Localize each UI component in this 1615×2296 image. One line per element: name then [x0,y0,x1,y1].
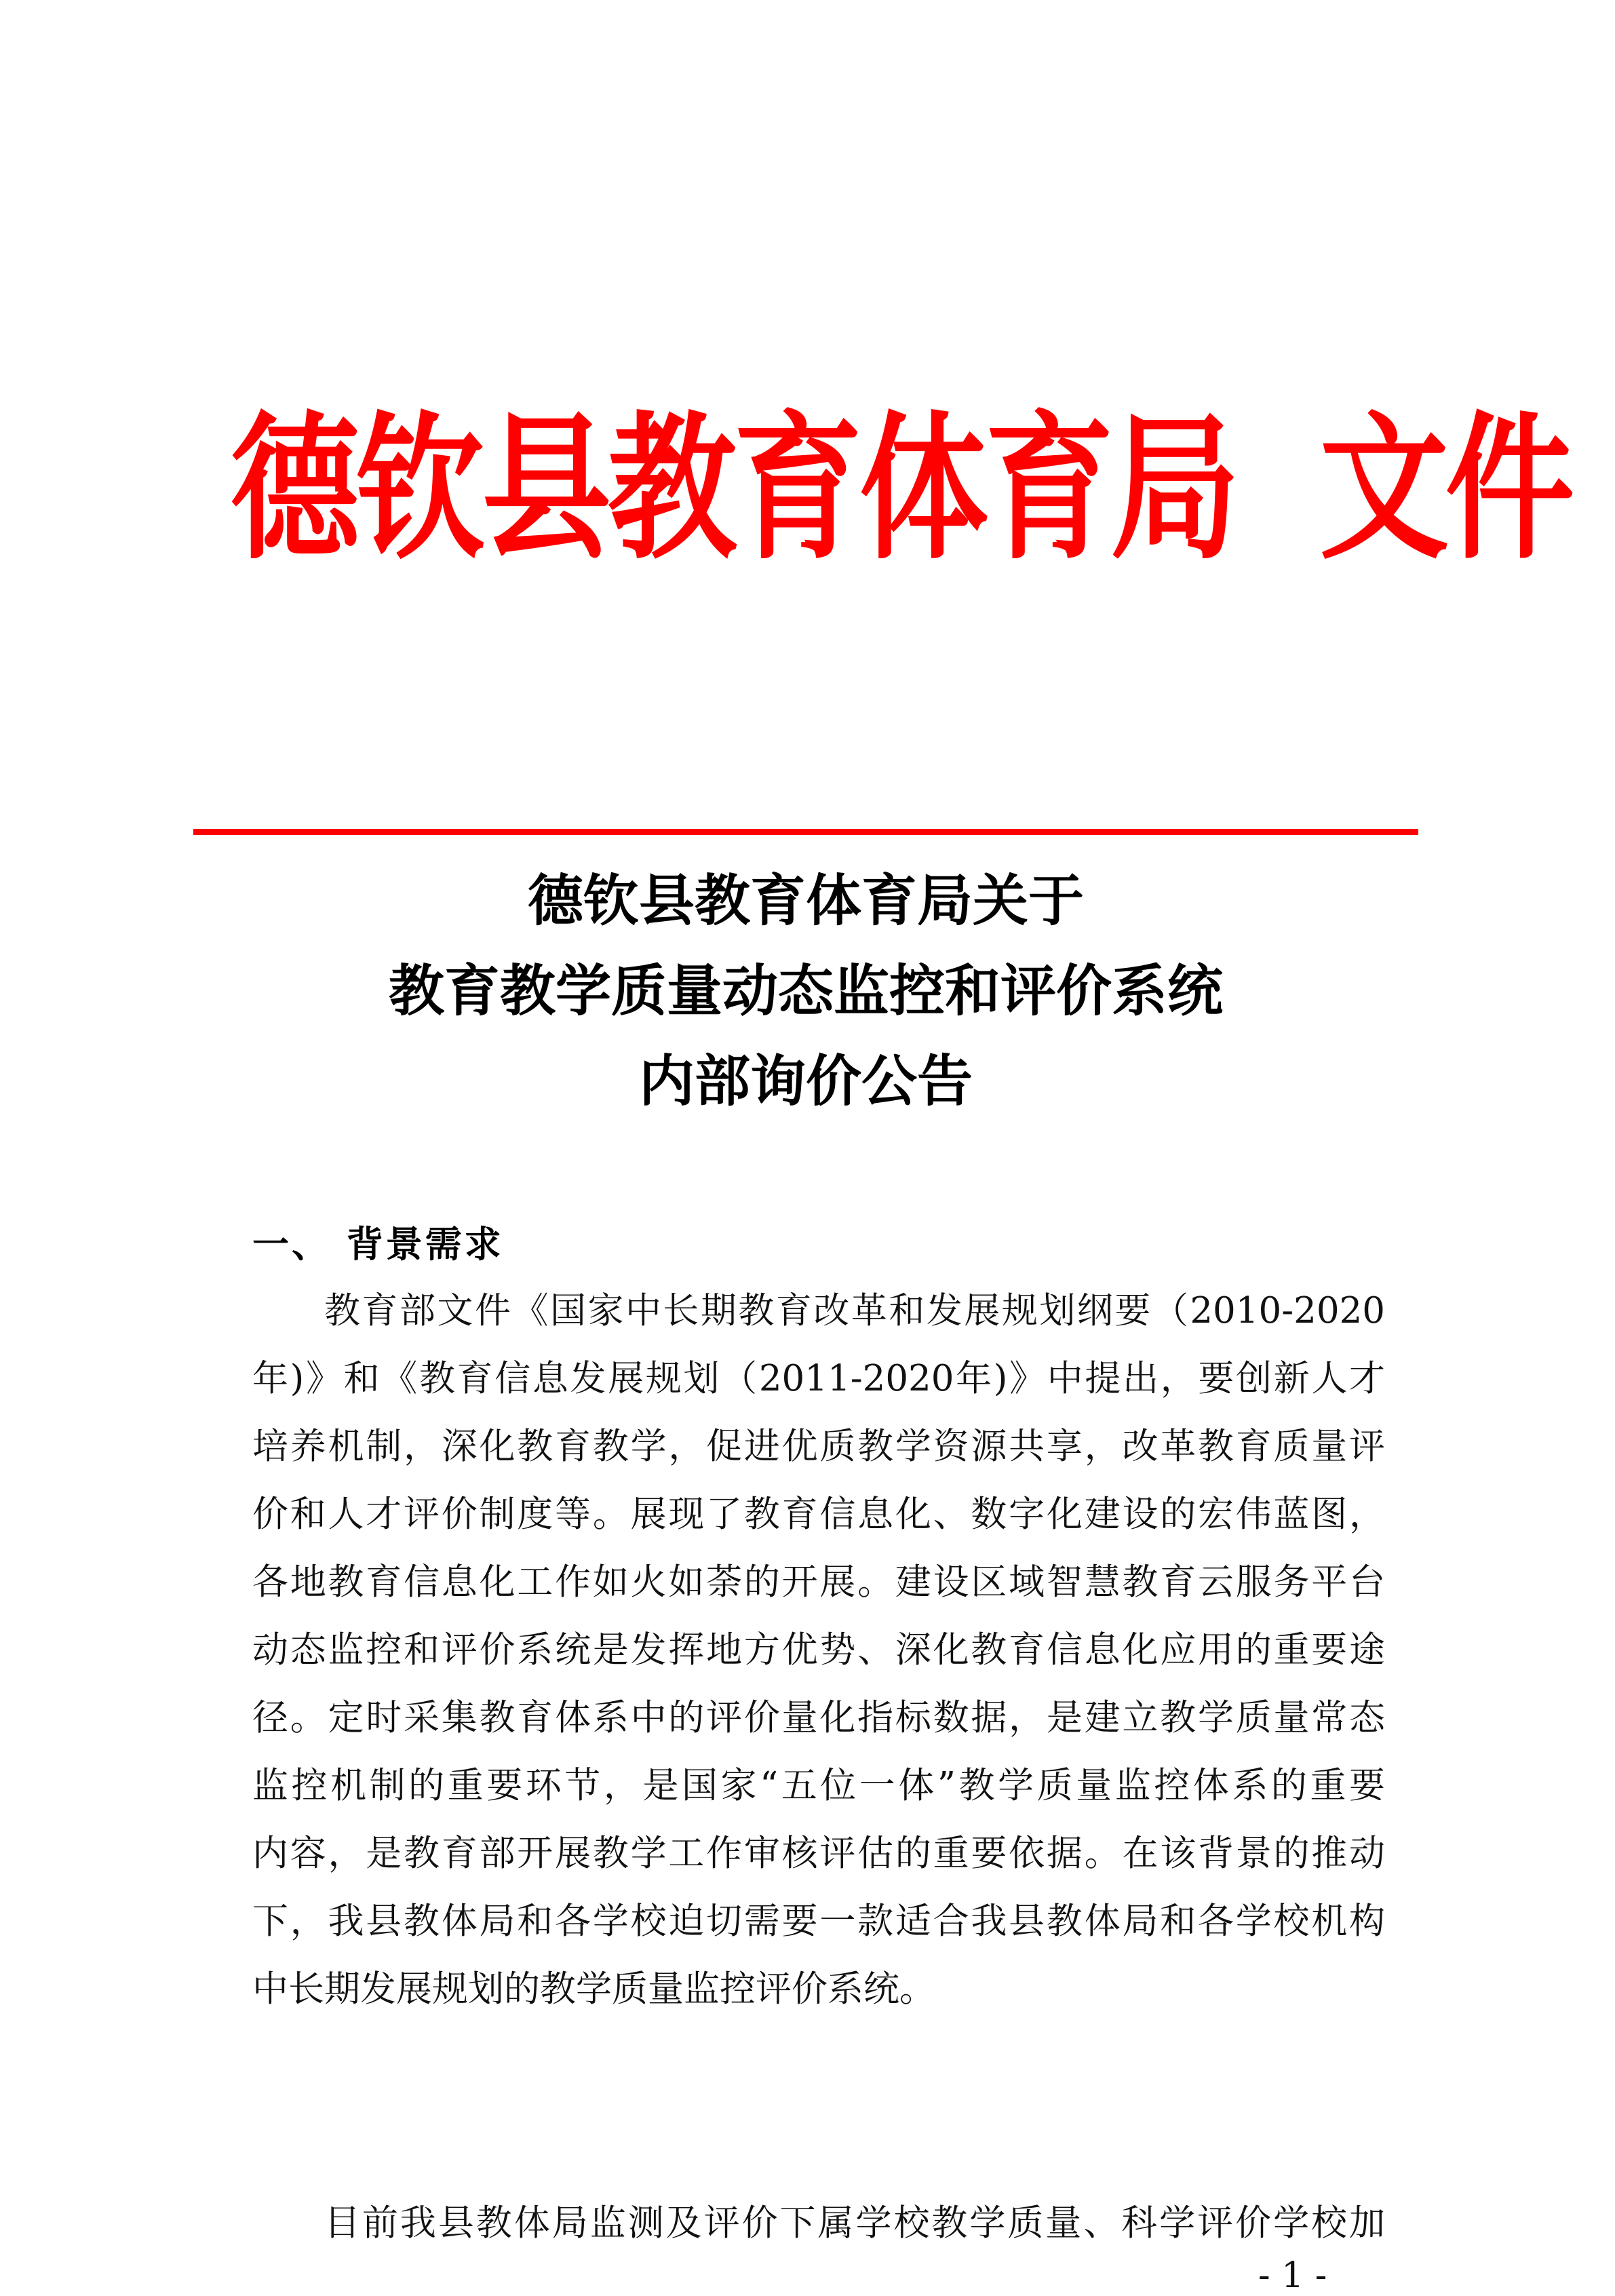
paragraph-line: 下，我县教体局和各学校迫切需要一款适合我县教体局和各学校机构 [252,1901,1385,1942]
paragraph-line: 中长期发展规划的教学质量监控评价系统。 [252,1968,935,2010]
title-line: 内部询价公告 [638,1049,973,1114]
masthead-org: 德钦县教育体育局 [231,395,1237,581]
body-paragraph [252,2190,1385,2257]
title-line: 德钦县教育体育局关于 [527,868,1084,933]
masthead-doc-type: 文件 [1319,395,1572,581]
paragraph-line: 动态监控和评价系统是发挥地方优势、深化教育信息化应用的重要途 [252,1629,1385,1671]
paragraph-line: 各地教育信息化工作如火如荼的开展。建设区域智慧教育云服务平台 [252,1561,1385,1603]
title-line: 教育教学质量动态监控和评价系统 [388,958,1223,1024]
body-paragraph [252,1277,1385,2023]
paragraph-line: 年)》和《教育信息发展规划（2011-2020年)》中提出，要创新人才 [252,1358,1385,1399]
paragraph-line: 监控机制的重要环节，是国家“五位一体”教学质量监控体系的重要 [252,1765,1385,1806]
paragraph-line: 价和人才评价制度等。展现了教育信息化、数字化建设的宏伟蓝图， [252,1494,1385,1535]
paragraph-line: 内容，是教育部开展教学工作审核评估的重要依据。在该背景的推动 [252,1833,1385,1874]
red-masthead [231,380,1572,597]
red-divider-line [193,829,1418,835]
document-title [193,856,1418,1127]
section-heading: 一、 背景需求 [252,1223,504,1266]
paragraph-line: 教育部文件《国家中长期教育改革和发展规划纲要（2010-2020 [324,1290,1385,1331]
document-page: 德钦县教育体育局 文件 德钦县教育体育局关于 教育教学质量动态监控和评价系统 内部询价公告 一、 背景需求 教育部文件《国家中长期教育改革和发展规划纲要（2010-2020 年)》和《教育信息发展规划（2011-2020年)》中提出，要创新人才 培养机制，深化教育教学，促进优质教学资源共享，改革教育质量评 价和人才评价制度等。展现了教育信息化、数字化建设的宏伟蓝图， 各地教育信息化工作如火如荼的开展。建设区域智慧教育云服务平台 动态监控和评价系统是发挥地方优势、深化教育信息化应用的重要途 径。定时采集教育体系中的评价量化指标数据，是建立教学质量常态 监控机制的重要环节，是国家“五位一体”教学质量监控体系的重要 内容，是教育部开展教学工作审核评估的重要依据。在该背景的推动 下，我县教体局和各学校迫切需要一款适合我县教体局和各学校机构 中长期发展规划的教学质量监控评价系统。 目前我县教体局监测及评价下属学校教学质量、科学评价学校加 - 1 - [0,0,1615,2284]
paragraph-line: 培养机制，深化教育教学，促进优质教学资源共享，改革教育质量评 [252,1426,1385,1467]
paragraph-line: 径。定时采集教育体系中的评价量化指标数据，是建立教学质量常态 [252,1697,1385,1738]
paragraph-line: 目前我县教体局监测及评价下属学校教学质量、科学评价学校加 [324,2202,1385,2244]
